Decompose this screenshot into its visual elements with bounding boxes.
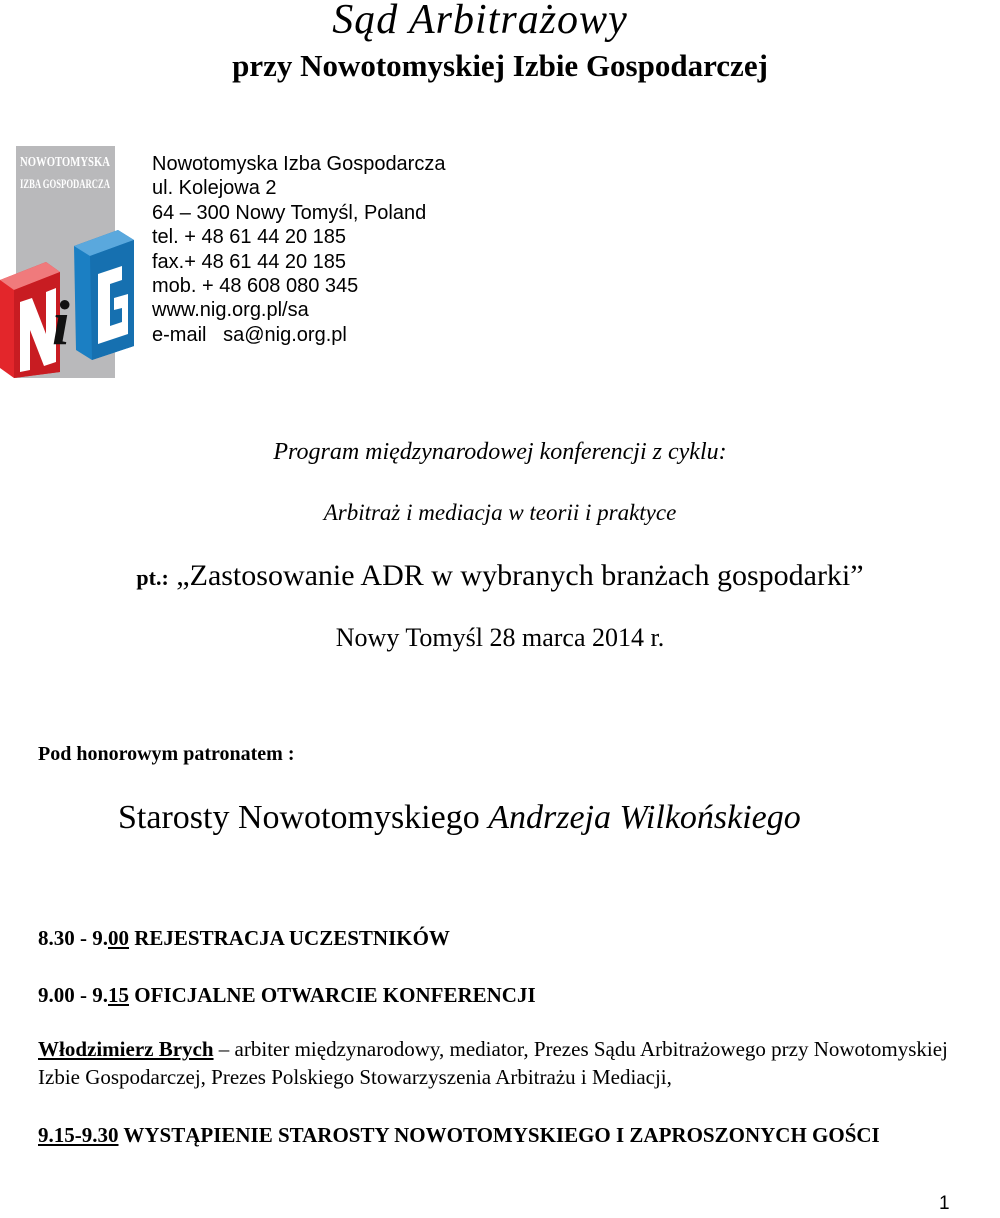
street: ul. Kolejowa 2: [152, 177, 277, 200]
agenda-title: OFICJALNE OTWARCIE KONFERENCJI: [129, 983, 536, 1007]
agenda-title: REJESTRACJA UCZESTNIKÓW: [129, 926, 450, 950]
patronage-label: Pod honorowym patronatem :: [38, 743, 295, 765]
email-label: e-mail: [152, 323, 207, 346]
patron-name: [118, 796, 801, 840]
agenda-item-speech: [38, 1121, 958, 1150]
place-date: Nowy Tomyśl 28 marca 2014 r.: [335, 623, 665, 652]
agenda-item-opening: [38, 981, 536, 1009]
city: 64 – 300 Nowy Tomyśl, Poland: [152, 201, 427, 224]
phone: tel. + 48 61 44 20 185: [152, 226, 347, 249]
page-number: 1: [939, 1193, 950, 1214]
agenda-time: 9.15-9.30: [38, 1123, 119, 1147]
email-link[interactable]: sa@nig.org.pl: [223, 323, 347, 346]
topic-prefix: pt.:: [136, 565, 169, 590]
website-link[interactable]: www.nig.org.pl/sa: [152, 299, 309, 322]
email-line: [152, 323, 445, 347]
agenda-time-end: 00: [108, 926, 129, 950]
fax: fax.+ 48 61 44 20 185: [152, 250, 347, 273]
program-intro: Program międzynarodowej konferencji z cyklu:: [273, 439, 727, 465]
speaker-paragraph: [38, 1036, 958, 1091]
logo-text-line2: IZBA GOSPODARCZA: [20, 176, 111, 191]
patron-title: Starosty Nowotomyskiego: [118, 799, 480, 836]
agenda-time-start: 9.00 - 9.: [38, 983, 108, 1007]
agenda-time-start: 8.30 - 9.: [38, 926, 108, 950]
document-title: Sąd Arbitrażowy: [332, 0, 628, 43]
speaker-name: Włodzimierz Brych: [38, 1037, 214, 1061]
nig-logo-graphic: [0, 146, 134, 378]
mobile: mob. + 48 608 080 345: [152, 275, 359, 298]
org-name: Nowotomyska Izba Gospodarcza: [152, 153, 446, 175]
address-block: [152, 152, 445, 347]
patron-person: Andrzeja Wilkońskiego: [488, 799, 801, 836]
document-subtitle: przy Nowotomyskiej Izbie Gospodarczej: [232, 48, 768, 83]
speaker-description: – arbiter międzynarodowy, mediator, Prezes Sądu Arbitrażowego przy Nowotomyskiej Izbie Gospodarczej, Prezes Polskiego Stowarzyszenia Arbitrażu i Mediacji,: [38, 1037, 948, 1089]
topic-title: „Zastosowanie ADR w wybranych branżach gospodarki”: [176, 559, 864, 592]
nig-logo: [0, 146, 134, 378]
agenda-time-end: 15: [108, 983, 129, 1007]
svg-text:i: i: [52, 287, 70, 358]
conference-cycle: Arbitraż i mediacja w teorii i praktyce: [323, 500, 677, 525]
agenda-item-registration: [38, 924, 450, 952]
conference-topic: [0, 556, 1000, 598]
agenda-title: WYSTĄPIENIE STAROSTY NOWOTOMYSKIEGO I ZAPROSZONYCH GOŚCI: [118, 1123, 880, 1147]
logo-text-line1: NOWOTOMYSKA: [20, 155, 111, 170]
